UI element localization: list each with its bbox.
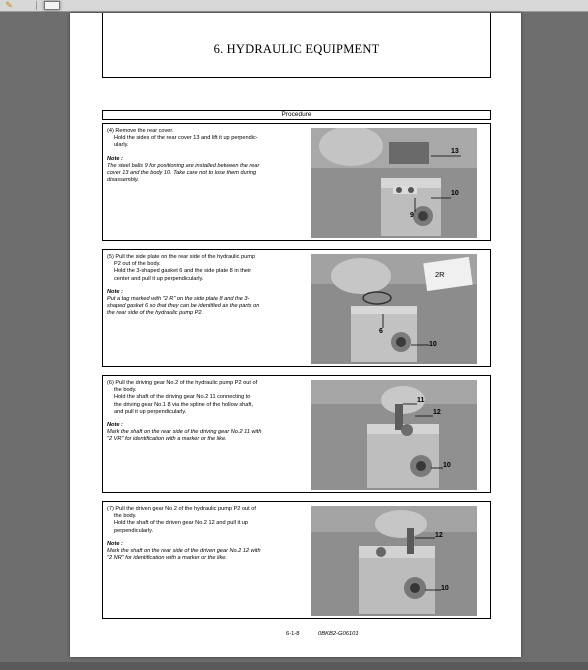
callout-label: 6 [379,328,383,335]
step-7 [102,501,491,619]
callout-label: 10 [429,341,437,348]
note-line: Mark the shaft on the rear side of the driving gear No.2 11 with [107,429,262,436]
viewer-bottom-edge [0,662,588,670]
step-line: Hold the 3-shaped gasket 6 and the side plate 8 in their [114,268,252,275]
step-line: the body. [114,513,137,520]
note-line: Put a tag marked with "2 R" on the side plate 8 and the 3- [107,296,250,303]
step-5-photo [311,254,477,364]
step-line: perpendicularly. [114,527,154,534]
document-code: 0BKB2-G06101 [318,631,359,637]
note-line: cover 13 and the body 10. Take care not to lose them during [107,170,257,177]
page-icon[interactable] [44,1,60,10]
step-line: the driving gear No.1 8 via the spline of the hollow shaft, [114,401,253,408]
step-line: Hold the sides of the rear cover 13 and lift it up perpendic- [114,135,258,142]
step-line: the body. [114,387,137,394]
step-line: (7) Pull the driven gear No.2 of the hydraulic pump P2 out of [107,506,256,512]
step-4-photo [311,128,477,238]
page-number: 6-1-8 [286,631,300,637]
callout-label: 12 [435,532,443,539]
toolbar-separator [36,1,37,10]
step-4-text [107,128,297,184]
note-line: The steel balls 9 for positioning are installed between the rear [107,162,260,169]
step-line: (6) Pull the driving gear No.2 of the hydraulic pump P2 out of [107,380,258,386]
step-6 [102,375,491,493]
note-line: "2 VR" for identification with a marker or the like. [107,436,227,443]
step-line: center and pull it up perpendicularly. [114,275,204,282]
note-label: Note : [107,540,123,547]
note-line: "2 NR" for identification with a marker or the like. [107,555,227,562]
step-6-text [107,380,297,444]
step-line: and pull it up perpendicularly. [114,408,187,415]
note-line: the rear side of the hydraulic pump P2. [107,310,204,317]
step-5-text [107,254,297,318]
procedure-header: Procedure [102,110,491,120]
step-line: Hold the shaft of the driven gear No.2 12 and pull it up [114,520,249,527]
note-label: Note : [107,155,123,162]
callout-label: 11 [417,397,425,404]
viewer-toolbar [0,0,588,12]
step-4 [102,123,491,241]
tag-label: 2R [435,270,445,279]
step-7-text [107,506,297,562]
step-line: Hold the shaft of the driving gear No.2 11 connecting to [114,394,251,401]
step-5 [102,249,491,367]
note-label: Note : [107,422,123,429]
step-line: (5) Pull the side plate on the rear side of the hydraulic pump [107,254,256,260]
step-7-photo [311,506,477,616]
note-line: Mark the shaft on the rear side of the driven gear No.2 12 with [107,548,261,555]
callout-label: 12 [433,409,441,416]
note-line: disassembly. [107,177,139,184]
step-line: ularly. [114,142,129,149]
page-title: 6. HYDRAULIC EQUIPMENT [213,42,380,56]
page-header [102,13,491,78]
callout-label: 10 [451,190,459,197]
step-6-photo [311,380,477,490]
callout-label: 10 [441,585,449,592]
step-line: (4) Remove the rear cover. [107,128,174,134]
step-line: P2 out of the body. [114,261,161,268]
note-label: Note : [107,288,123,295]
note-line: shaped gasket 6 so that they can be identified as the parts on [107,303,260,310]
callout-label: 10 [443,462,451,469]
callout-label: 9 [410,212,414,219]
pencil-icon[interactable]: ✎ [5,0,13,10]
document-page [70,13,521,657]
callout-label: 13 [451,148,459,155]
